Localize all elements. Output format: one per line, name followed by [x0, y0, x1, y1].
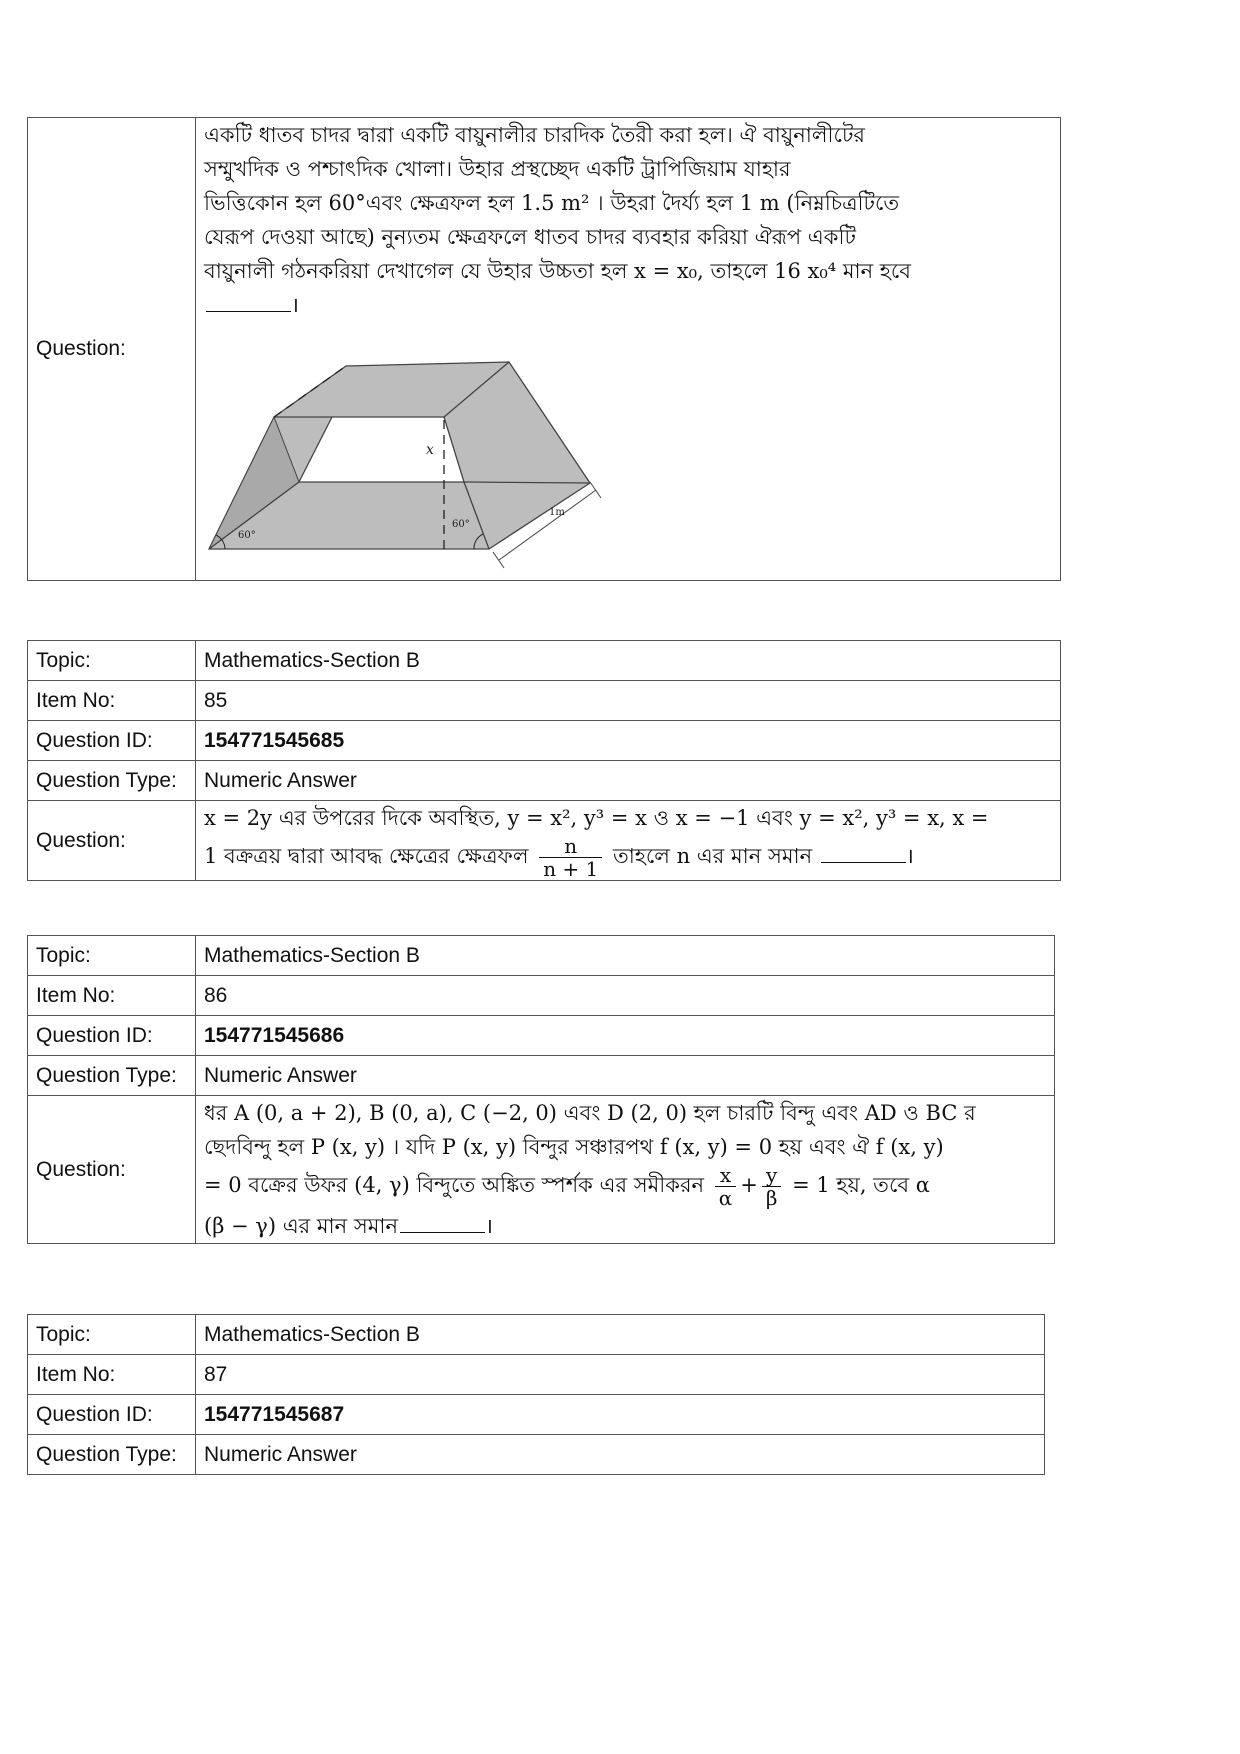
question-type-label: Question Type:: [28, 1435, 196, 1475]
question-id-value: 154771545685: [196, 721, 1061, 761]
question-line: [204, 1209, 1046, 1243]
question-line: ভিত্তিকোন হল 60°এবং ক্ষেত্রফল হল 1.5 m² । উহরা দৈর্য্য হল 1 m (নিম্নচিত্রটিতে: [204, 191, 900, 215]
fraction: [539, 835, 602, 880]
question-block-2: [27, 640, 1061, 881]
question-label: Question:: [28, 801, 196, 881]
question-block-4: [27, 1314, 1045, 1475]
fraction-denominator: α: [718, 1186, 733, 1210]
question-end-mark: ।: [291, 293, 299, 317]
question-label: Question:: [28, 118, 196, 581]
question-content: [196, 801, 1061, 881]
dimension-tick: [590, 482, 601, 498]
question-type-label: Question Type:: [28, 1056, 196, 1096]
question-type-value: Numeric Answer: [196, 1056, 1055, 1096]
topic-label: Topic:: [28, 1315, 196, 1355]
fraction-numerator: x: [715, 1164, 737, 1187]
topic-value: Mathematics-Section B: [196, 936, 1055, 976]
topic-row: [28, 1315, 1045, 1355]
question-type-value: Numeric Answer: [196, 1435, 1045, 1475]
angle-label-left: 60°: [238, 530, 256, 541]
question-row: [28, 118, 1061, 581]
trapezoid-duct-figure: [204, 328, 604, 576]
question-type-row: [28, 1056, 1055, 1096]
question-line: x = 2y এর উপরের দিকে অবস্থিত, y = x², y³ = x ও x = −1 এবং y = x², y³ = x, x =: [204, 806, 989, 830]
topic-label: Topic:: [28, 936, 196, 976]
question-type-label: Question Type:: [28, 761, 196, 801]
topic-row: [28, 936, 1055, 976]
item-value: 86: [196, 976, 1055, 1016]
question-line: সম্মুখদিক ও পশ্চাৎদিক খোলা। উহার প্রস্থচ্ছেদ একটি ট্রাপিজিয়াম যাহার: [204, 157, 791, 181]
question-text: = 1 হয়, তবে α: [792, 1173, 930, 1197]
question-type-value: Numeric Answer: [196, 761, 1061, 801]
question-id-value: 154771545686: [196, 1016, 1055, 1056]
question-end-mark: ।: [905, 844, 914, 868]
question-block-3: [27, 935, 1055, 1244]
item-value: 87: [196, 1355, 1045, 1395]
item-label: Item No:: [28, 681, 196, 721]
answer-blank: [206, 289, 291, 312]
fraction: [762, 1164, 782, 1209]
question-type-row: [28, 1435, 1045, 1475]
answer-blank: [400, 1210, 485, 1233]
angle-label-right: 60°: [452, 519, 470, 530]
question-line: ধর A (0, a + 2), B (0, a), C (−2, 0) এবং D (2, 0) হল চারটি বিন্দু এবং AD ও BC র: [204, 1101, 976, 1125]
fraction-numerator: y: [762, 1164, 782, 1187]
dimension-tick: [493, 552, 504, 568]
question-block-1: [27, 117, 1061, 581]
question-line: একটি ধাতব চাদর দ্বারা একটি বায়ুনালীর চারদিক তৈরী করা হল। ঐ বায়ুনালীটের: [204, 123, 865, 147]
question-line: [204, 1164, 1046, 1209]
item-value: 85: [196, 681, 1061, 721]
plus-sign: +: [740, 1173, 758, 1197]
question-content: [196, 118, 1061, 581]
question-line: বায়ুনালী গঠনকরিয়া দেখাগেল যে উহার উচ্চতা হল x = x₀, তাহলে 16 x₀⁴ মান হবে: [204, 259, 911, 283]
question-line: যেরূপ দেওয়া আছে) নুন্যতম ক্ষেত্রফলে ধাতব চাদর ব্যবহার করিয়া ঐরূপ একটি: [204, 225, 856, 249]
item-row: [28, 681, 1061, 721]
answer-blank: [821, 840, 906, 863]
question-content: [196, 1096, 1055, 1244]
question-row: [28, 801, 1061, 881]
fraction-denominator: n + 1: [543, 857, 599, 881]
question-row: [28, 1096, 1055, 1244]
question-id-row: [28, 1016, 1055, 1056]
question-text: = 0 বক্রের উফর (4, γ) বিন্দুতে অঙ্কিত স্পর্শক এর সমীকরন: [204, 1173, 705, 1197]
topic-value: Mathematics-Section B: [196, 1315, 1045, 1355]
question-id-row: [28, 1395, 1045, 1435]
question-label: Question:: [28, 1096, 196, 1244]
question-id-value: 154771545687: [196, 1395, 1045, 1435]
question-id-label: Question ID:: [28, 1016, 196, 1056]
item-row: [28, 1355, 1045, 1395]
question-type-row: [28, 761, 1061, 801]
question-end-mark: ।: [485, 1214, 493, 1238]
fraction-denominator: β: [765, 1186, 778, 1210]
question-id-label: Question ID:: [28, 1395, 196, 1435]
question-text: 1 বক্রত্রয় দ্বারা আবদ্ধ ক্ষেত্রের ক্ষেত্রফল: [204, 844, 529, 868]
answer-line: [204, 288, 1052, 322]
topic-label: Topic:: [28, 641, 196, 681]
item-label: Item No:: [28, 1355, 196, 1395]
fraction: [715, 1164, 737, 1209]
question-id-label: Question ID:: [28, 721, 196, 761]
item-row: [28, 976, 1055, 1016]
topic-value: Mathematics-Section B: [196, 641, 1061, 681]
question-line: ছেদবিন্দু হল P (x, y) । যদি P (x, y) বিন্দুর সঞ্চারপথ f (x, y) = 0 হয় এবং ঐ f (x, y): [204, 1135, 944, 1159]
fraction-numerator: n: [539, 835, 602, 858]
question-text: (β − γ) এর মান সমান: [204, 1214, 399, 1238]
length-label: 1m: [549, 507, 565, 518]
height-label: x: [426, 442, 434, 458]
question-id-row: [28, 721, 1061, 761]
topic-row: [28, 641, 1061, 681]
question-text: তাহলে n এর মান সমান: [612, 844, 813, 868]
item-label: Item No:: [28, 976, 196, 1016]
question-line: [204, 835, 1052, 880]
